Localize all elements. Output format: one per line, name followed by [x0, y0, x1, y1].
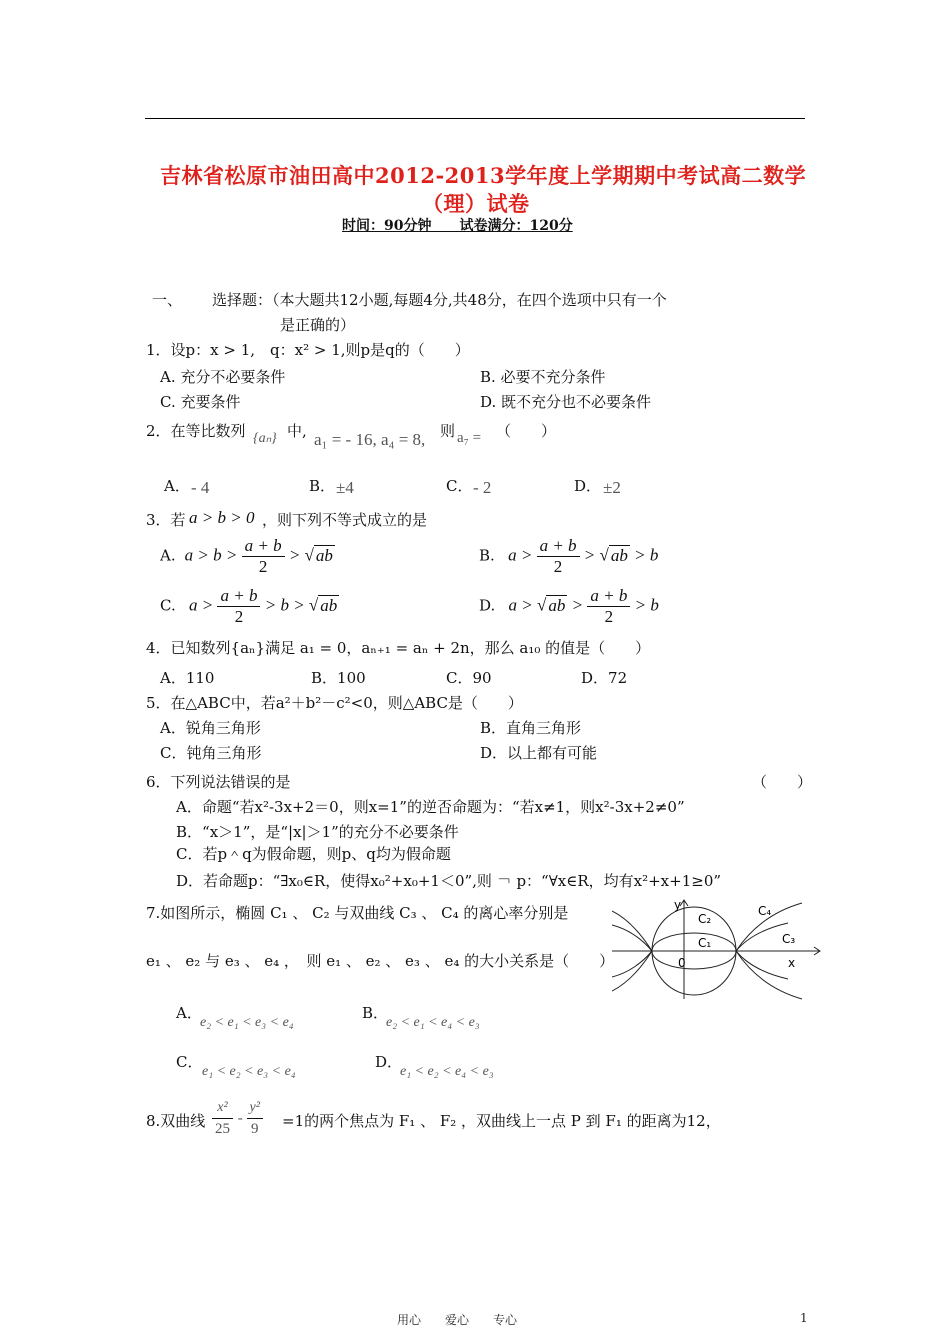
q2-option-d-label: D． — [574, 477, 602, 495]
q4-option-d: D．72 — [581, 669, 628, 687]
q8-stem-post: =1的两个焦点为 F₁ 、 F₂ ，双曲线上一点 P 到 F₁ 的距离为12， — [282, 1112, 721, 1130]
q1-stem: 1．设p：x > 1, q：x² > 1,则p是q的（ ） — [146, 341, 470, 359]
q7-line-2: e₁ 、 e₂ 与 e₃ 、 e₄ ， 则 e₁ 、 e₂ 、 e₃ 、 e₄ 的大小关系是（ ） — [146, 952, 615, 970]
q3-option-b: B. a > $\frac{a + b}{2}$ > √ ab > b — [479, 536, 659, 576]
fig-label-c4: C₄ — [758, 904, 772, 918]
q7-line-1: 7.如图所示，椭圆 C₁ 、 C₂ 与双曲线 C₃ 、 C₄ 的离心率分别是 — [146, 904, 569, 922]
q7-option-d-label: D． — [375, 1053, 403, 1071]
q2-option-c: - 2 — [473, 478, 492, 497]
q6-stem: 6．下列说法错误的是 — [146, 773, 291, 791]
q7-option-c: e₁ < e₂ < e₃ < e₄ — [202, 1064, 296, 1079]
fig-label-x: x — [788, 956, 796, 970]
q5-option-b: B．直角三角形 — [480, 719, 582, 737]
fig-label-c2: C₂ — [698, 912, 712, 926]
q6-option-c: C．若p＾q为假命题，则p、q均为假命题 — [176, 845, 451, 863]
page-number: 1 — [800, 1311, 808, 1325]
q5-option-a: A．锐角三角形 — [160, 719, 261, 737]
q7-option-a-label: A． — [176, 1004, 202, 1022]
q2-paren: （ ） — [496, 422, 557, 440]
q3-option-d: D. a > √ ab > $\frac{a + b}{2}$ > b — [479, 586, 659, 626]
q6-option-b: B．“x＞1”，是“|x|＞1”的充分不必要条件 — [176, 823, 459, 841]
frac-den: 2 — [258, 557, 268, 576]
q4-option-c: C．90 — [446, 669, 492, 687]
q2-option-a-label: A． — [164, 477, 190, 495]
q1-option-b: B. 必要不充分条件 — [480, 368, 606, 386]
frac-num: a + b — [587, 586, 630, 607]
q2-option-d: ±2 — [603, 478, 621, 497]
q4-stem: 4．已知数列{aₙ}满足 a₁ = 0，aₙ₊₁ = aₙ + 2n，那么 a₁₀ 的值是（ ） — [146, 639, 651, 657]
q8-stem-pre: 8.双曲线 — [146, 1112, 206, 1130]
footer-motto: 用心 爱心 专心 — [397, 1313, 518, 1327]
q1-option-a: A. 充分不必要条件 — [160, 368, 286, 386]
q8-equation: $\frac{\text{x²}}{25}$ - $\frac{\text{y²}}{9}$ — [212, 1098, 263, 1139]
q3-option-d-label: D. — [479, 596, 496, 615]
title-line-2: （理）试卷 — [422, 191, 530, 216]
q2-option-b-label: B． — [309, 477, 336, 495]
q2-stem-pre: 2．在等比数列 — [146, 422, 246, 440]
conics-figure — [612, 895, 824, 1000]
fig-label-origin: 0 — [678, 956, 686, 970]
q6-option-a: A．命题“若x²-3x+2＝0，则x=1”的逆否命题为：“若x≠1，则x²-3x+2≠0” — [176, 798, 685, 816]
q3-condition: a > b > 0 — [189, 508, 255, 527]
q2-sequence: {aₙ} — [253, 431, 277, 446]
q6-paren: （ ） — [752, 773, 813, 791]
q8-y2: y² — [247, 1098, 263, 1119]
sqrt-rad: ab — [610, 545, 628, 565]
frac-num: a + b — [217, 586, 260, 607]
frac-num: a + b — [242, 536, 285, 557]
section-number: 一、 — [152, 291, 183, 309]
sqrt-rad: ab — [548, 595, 566, 615]
frac-den: 2 — [234, 607, 244, 626]
q2-target: a₇ = — [457, 430, 482, 446]
q8-d2: 9 — [250, 1121, 259, 1137]
q4-option-b: B．100 — [311, 669, 366, 687]
q5-option-c: C．钝角三角形 — [160, 744, 262, 762]
q1-option-d: D. 既不充分也不必要条件 — [480, 393, 652, 411]
q3-option-c-label: C. — [160, 596, 176, 615]
q7-option-c-label: C． — [176, 1053, 203, 1071]
title-line-1: 吉林省松原市油田高中2012-2013学年度上学期期中考试高二数学 — [160, 163, 807, 188]
q3-option-b-label: B. — [479, 546, 495, 565]
frac-den: 2 — [604, 607, 614, 626]
fig-label-c1: C₁ — [698, 936, 712, 950]
q8-d1: 25 — [215, 1121, 230, 1137]
fig-label-y: y — [674, 898, 682, 912]
q5-stem: 5．在△ABC中，若a²＋b²－c²<0，则△ABC是（ ） — [146, 694, 523, 712]
q5-option-d: D．以上都有可能 — [480, 744, 598, 762]
sqrt-rad: ab — [315, 545, 333, 565]
frac-den: 2 — [553, 557, 563, 576]
q3-stem-post: ，则下列不等式成立的是 — [262, 511, 428, 529]
q2-condition: a₁ = - 16, a₄ = 8, — [314, 430, 426, 449]
exam-info: 时间：90分钟 试卷满分：120分 — [342, 218, 573, 234]
section-heading: 选择题：（本大题共12小题,每题4分,共48分，在四个选项中只有一个 — [212, 291, 667, 309]
q2-stem-mid: 中, — [287, 422, 307, 440]
q2-then: 则 — [440, 422, 456, 440]
q6-option-d: D．若命题p：“∃x₀∈R，使得x₀²+x₀+1＜0”,则 ￢ p：“∀x∈R，均有x²+x+1≥0” — [176, 872, 722, 890]
q1-option-c: C. 充要条件 — [160, 393, 241, 411]
q3-option-a-label: A. — [160, 546, 176, 565]
q4-option-a: A．110 — [160, 669, 215, 687]
fig-label-c3: C₃ — [782, 932, 796, 946]
q2-option-a: - 4 — [191, 478, 210, 497]
q7-option-b: e₂ < e₁ < e₄ < e₃ — [386, 1015, 480, 1030]
q2-option-b: ±4 — [336, 478, 354, 497]
sqrt-rad: ab — [320, 595, 338, 615]
frac-num: a + b — [537, 536, 580, 557]
header-rule — [145, 118, 805, 119]
q7-option-d: e₁ < e₂ < e₄ < e₃ — [400, 1064, 494, 1079]
q7-option-b-label: B． — [362, 1004, 389, 1022]
q3-option-a: A. a > b > $\frac{a + b}{2}$ > √ ab — [160, 536, 333, 576]
section-heading-cont: 是正确的） — [280, 316, 356, 334]
q3-option-c: C. a > $\frac{a + b}{2}$ > b > √ ab — [160, 586, 338, 626]
q7-option-a: e₂ < e₁ < e₃ < e₄ — [200, 1015, 294, 1030]
q2-option-c-label: C． — [446, 477, 473, 495]
q3-stem: 3．若 — [146, 511, 186, 529]
q8-x2: x² — [212, 1098, 233, 1119]
